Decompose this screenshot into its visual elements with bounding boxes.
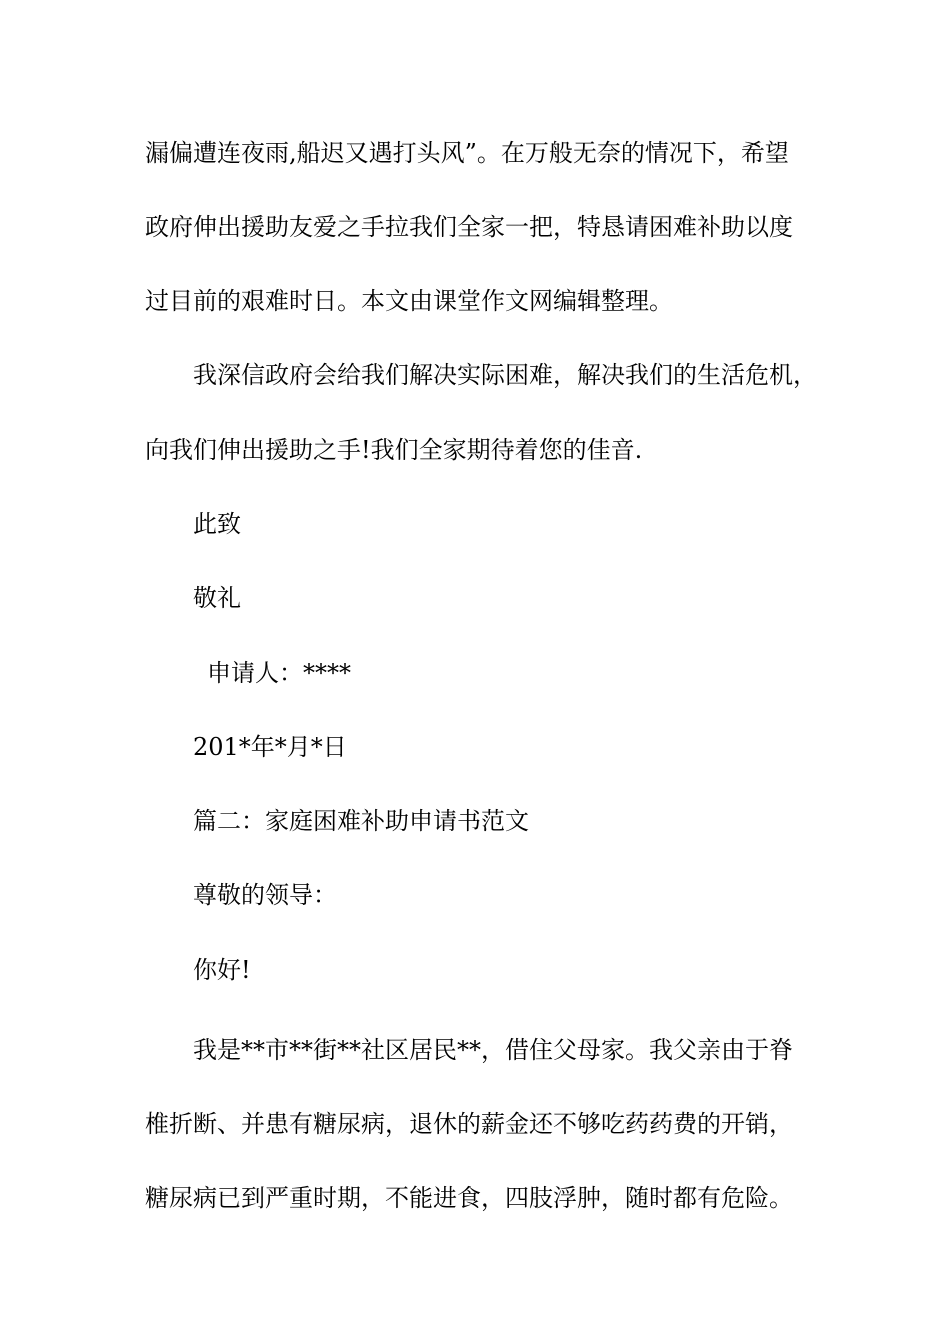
paragraph-line: 我深信政府会给我们解决实际困难，解决我们的生活危机，	[193, 361, 817, 389]
closing-regards: 敬礼	[193, 584, 241, 612]
paragraph-line: 向我们伸出援助之手!我们全家期待着您的佳音.	[145, 436, 643, 464]
paragraph-line: 椎折断、并患有糖尿病，退休的薪金还不够吃药药费的开销，	[145, 1110, 793, 1138]
section-title: 篇二：家庭困难补助申请书范文	[193, 807, 529, 835]
paragraph-line: 过目前的艰难时日。本文由课堂作文网编辑整理。	[145, 287, 673, 315]
paragraph-line: 漏偏遭连夜雨,船迟又遇打头风”。在万般无奈的情况下，希望	[145, 139, 789, 167]
date-line: 201*年*月*日	[193, 733, 347, 761]
paragraph-line: 我是**市**街**社区居民**，借住父母家。我父亲由于脊	[193, 1036, 793, 1064]
paragraph-line: 糖尿病已到严重时期，不能进食，四肢浮肿，随时都有危险。	[145, 1184, 793, 1212]
greeting-hello: 你好!	[193, 956, 251, 984]
applicant-signature: 申请人：****	[207, 659, 351, 687]
paragraph-line: 政府伸出援助友爱之手拉我们全家一把，特恳请困难补助以度	[145, 213, 793, 241]
greeting-recipient: 尊敬的领导：	[193, 881, 337, 909]
closing-salutation: 此致	[193, 510, 241, 538]
